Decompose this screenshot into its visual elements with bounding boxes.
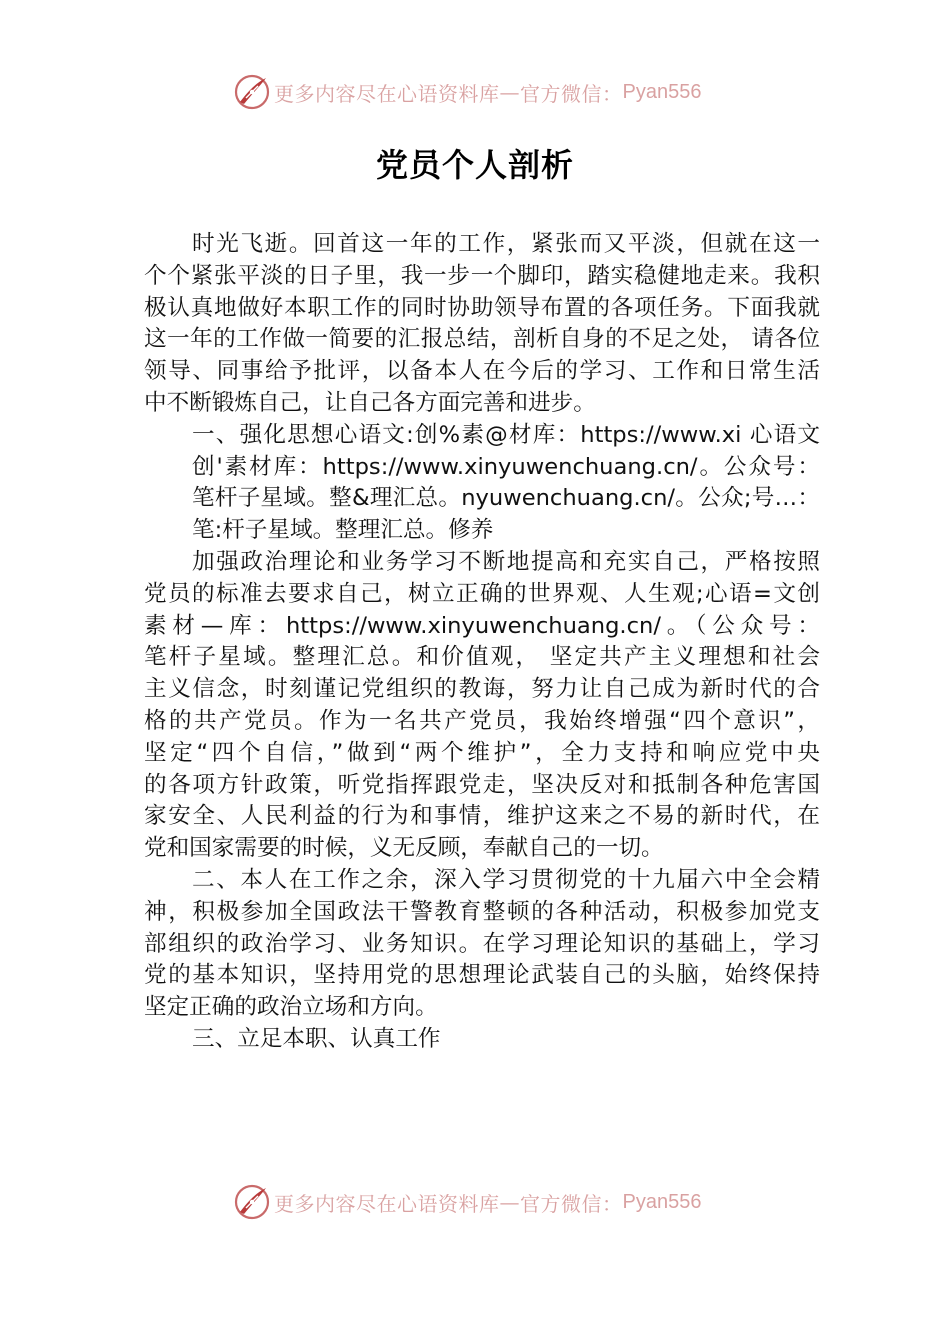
body-line: 这一年的工作做一简要的汇报总结，剖析自身的不足之处， 请各位 [144, 326, 820, 353]
watermark-text: 更多内容尽在心语资料库 [274, 81, 500, 106]
document-title: 党员个人剖析 [375, 146, 574, 184]
body-line: 笔:杆子星域。整理汇总。修养 [192, 517, 494, 544]
watermark-suffix: 官方微信： [520, 1191, 623, 1216]
body-line: 格的共产党员。作为一名共产党员，我始终增强“四个意识”， [144, 707, 820, 734]
body-line: 个个紧张平淡的日子里，我一步一个脚印，踏实稳健地走来。我积 [144, 262, 820, 289]
pen-nib-logo-icon [232, 72, 272, 112]
body-line: 家安全、人民利益的行为和事情，维护这来之不易的新时代，在 [144, 803, 820, 830]
body-line: 党员的标准去要求自己，树立正确的世界观、人生观;心语=文创 [144, 580, 820, 607]
body-line: 部组织的政治学习、业务知识。在学习理论知识的基础上，学习 [144, 930, 820, 957]
body-line: 领导、同事给予批评，以备本人在今后的学习、工作和日常生活 [144, 358, 820, 385]
body-line: 中不断锻炼自己，让自己各方面完善和进步。 [144, 389, 596, 416]
body-line: 的各项方针政策，听党指挥跟党走，坚决反对和抵制各种危害国 [144, 771, 820, 798]
body-line: 极认真地做好本职工作的同时协助领导布置的各项任务。下面我就 [144, 294, 820, 321]
watermark-text: 更多内容尽在心语资料库 [274, 1191, 500, 1216]
watermark-separator: — [499, 1190, 520, 1214]
body-line: 坚定正确的政治立场和方向。 [144, 994, 438, 1021]
body-line: 一、强化思想心语文:创%素@材库：https://www.xi 心语文 [192, 421, 820, 448]
watermark-handle: Pyan556 [622, 80, 702, 103]
document-body [144, 229, 820, 1056]
watermark-handle: Pyan556 [622, 1190, 702, 1213]
body-line: 笔杆子星域。整&理汇总。nyuwenchuang.cn/。公众;号…： [192, 485, 820, 512]
header-watermark [232, 72, 752, 112]
pen-nib-logo-icon [232, 1182, 272, 1222]
body-line: 笔杆子星域。整理汇总。和价值观， 坚定共产主义理想和社会 [144, 644, 820, 671]
body-line: 二、本人在工作之余，深入学习贯彻党的十九届六中全会精 [192, 866, 820, 893]
body-line: 党的基本知识，坚持用党的思想理论武装自己的头脑，始终保持 [144, 962, 820, 989]
body-line: 神，积极参加全国政法干警教育整顿的各种活动，积极参加党支 [144, 898, 820, 925]
footer-watermark [232, 1182, 752, 1222]
body-line: 三、立足本职、认真工作 [192, 1025, 441, 1052]
watermark-suffix: 官方微信： [520, 81, 623, 106]
body-line: 党和国家需要的时候，义无反顾，奉献自己的一切。 [144, 835, 664, 862]
body-line: 创'素材库：https://www.xinyuwenchuang.cn/。公众号： [192, 453, 820, 480]
body-line: 主义信念，时刻谨记党组织的教诲，努力让自己成为新时代的合 [144, 676, 820, 703]
body-line: 时光飞逝。回首这一年的工作，紧张而又平淡，但就在这一 [192, 231, 820, 257]
body-line: 加强政治理论和业务学习不断地提高和充实自己，严格按照 [192, 548, 820, 575]
body-line: 素材—库：https://www.xinyuwenchuang.cn/。（公众号： [144, 612, 820, 639]
body-line: 坚定“四个自信，”做到“两个维护”，全力支持和响应党中央 [144, 739, 820, 766]
watermark-separator: — [499, 80, 520, 104]
